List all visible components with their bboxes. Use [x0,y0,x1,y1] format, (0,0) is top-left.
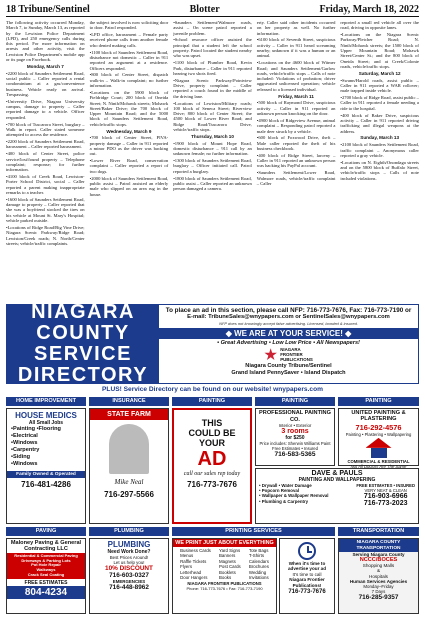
blotter-entry: •4100 block of Creek Road, Lewiston-Porter School District, social – Caller reported a parent making inappropriate remarks to a teacher. [6,174,85,195]
blotter-entry: •Swann/Harold roads, assist public – Caller in 911 reported a WAR rollover; male trapped inside vehicle. [340,77,419,94]
header-rule [6,16,419,17]
website-promo[interactable]: PLUS! Service Directory can be found on our website! wnypapers.com [102,386,323,393]
blotter-entry: •Locations on the 5900 block of Fieldridge Court; 200 block of Oneida Street; N. Ninth/Mohawk streets; Mohawk Street/Baker Drive; the 700 block of Upper Mountain Road; and the 5000 block of Saunders Settlement Road, vehicle/traffic stops. [89,89,169,127]
house-medics-phone[interactable]: 716-481-4286 [21,480,71,489]
ad-plumbing: PLUMBING Need Work Done? Best Prices Around! Let us help you! 10% DISCOUNT 716-603-0327 EMERGENCIES 716-448-8962 [89,538,169,614]
section-plumbing: PLUMBING [89,527,169,536]
directory-title: NIAGARA COUNTY SERVICE DIRECTORY [7,305,159,383]
ad-printing-services: WE PRINT JUST ABOUT EVERYTHING Business Cards Menus Raffle Tickets Flyers Letterhead Door Hangers Yard Signs Banners Magnets Post Cards Booklets Books Tote Bags T-Shirts Calendars Brochures Wedding Invitations NIAGARA FRONTIER PUBLICATIONS Phone: 716-773-7676 • Fax: 716-773-7190 [172,538,277,614]
service-tagline: • Great Advertising • Low Low Price • All Newspapers! [217,340,360,347]
blotter-entry: •2200 block of Saunders Settlement Road, harassment – Caller reported harassment. [6,139,85,150]
ad-this-could-be-your-ad: THIS COULD BE YOUR AD call our sales rep today 716-773-7676 [172,408,252,524]
agent-photo [109,424,149,474]
blotter-entry: •1100 block of Saunders Settlement Road, disturbance not domestic – Caller in 911 reported an argument at a residence. Officers responded. [89,49,169,71]
section-name: Blotter [189,3,220,15]
blotter-entry: •400 block of Center Street, police service/lost/found property – Telephone complaint; response; for further information. [6,151,85,173]
page-number-paper: 18 Tribune/Sentinel [6,3,90,15]
insurance-phone[interactable]: 716-297-5566 [104,490,154,499]
blotter-entry: •4900 block of Ridgeview Avenue, animal complaint – Responding patrol reported a male deer struck by a vehicle. [256,117,336,134]
blotter-entry: •Niagara Scenic Parkway/Pointview Drive, property complaint – Caller reported a couch found in the middle of the driving lane. [173,77,252,99]
page-header [6,3,419,15]
ad-professional-painting: PROFESSIONAL PAINTING CO. Interior • Exterior 3 rooms for $250 Price includes: Sherwin Williams Paint Free Estimates • Insured 716-583-5365 [255,408,335,466]
blotter-entry: •1900 block of Mount Hope Road, domestic disturbance – 911 call by an unknown female; no further information. [173,140,252,157]
directory-note: NFP does not knowingly accept false advertising. Licensed, bonded & insured. [219,321,358,327]
blotter-entry: •Saunders Settlement/Lower Road, Walmore roads, vehicle/traffic complaint – Caller [256,170,336,186]
publications-list: Niagara County Tribune/Sentinel Grand Island PennySaver • Island Dispatch [231,363,346,376]
section-printing: PRINTING SERVICES [172,527,335,536]
ad-when-its-time: When it's time to advertise your ad It's time to call Niagara Frontier Publications! 716-773-7676 [279,538,335,614]
blotter-entry: The following activity occurred Monday, March 7, to Sunday, March 13, as reported by the Lewiston Police Department (LPD), and 250 emergency calls during this period. For more information on arrests and other activity, visit the Lewiston Police Department's mobile app or its page on Facebook. [6,20,85,63]
blotter-entry: •400 block of Baker Drive, suspicious activity – Caller in 911 reported driving trafficking and illegal weapons at the address. [340,112,419,134]
blotter-entry: •500 block of Raymond Drive, suspicious activity – Caller in 911 reported an unknown person knocking on the door. [256,100,336,117]
house-icon [366,438,392,458]
blotter-entry: •Locations on the 4600 block of Witmer Road; and Saunders Settlement/Garlow roads, vehicle/traffic stops – Calls of note included: Violations of probation; driver aggravated unlicensed operation; vehicle released to a licensed individual. [256,60,336,92]
blotter-entry: •Locations on the Niagara Scenic Parkway/Pletcher Road; N. Ninth/Mohawk streets; the 1500 block of Upper Mountain Road; Mohawk Street/Center St.; and the 800 block of Oneida Street; and at Creek/Colonie roads, vehicle/traffic stops. [340,32,419,69]
blotter-entry: •2100 block of Saunders Settlement Road, traffic complaint – Anonymous caller reported a gray vehicle. [340,142,419,158]
blotter-entry: •2200 block of Saunders Settlement Road, social public – Caller reported a rental condominium at a gas/convenience business. Vehicle ready on arrival. Trespassing. [6,70,85,97]
directory-banner [6,301,419,386]
blotter-entry: •6100 block of Seventh Street, suspicious activity – Caller in 911 heard screaming nearby; unknown if it was a human or an animal. [256,37,336,59]
blotter-entry: erty. Caller said other incidents occurred on her property as well. No further information. [256,20,336,36]
ad-dave-pauls: DAVE & PAULS PAINTING AND WALLPAPERING • Drywall • Water Damage • Popcorn Removal • Wallpaper & Wallpaper Removal • Plumbing & Carpentry FREE ESTIMATES • INSURED VERY NEAT & CLEAN 716-903-6966 716-773-2023 [255,468,419,524]
blotter-entry: •400 block of Ridge Street, larceny – Caller in 911 reported an unknown person was hacking his PayPal account. [256,152,336,169]
ad-house-medics: HOUSE MEDICS All Small Jobs •Painting •Flooring •Electrical •Windows •Carpentry •Siding •Windows Family Owned & Operated 716-481-4286 [6,408,86,524]
blotter-col-5 [340,20,419,301]
printing-contact[interactable]: Phone: 716-773-7676 • Fax: 716-773-7190 [186,586,263,592]
blotter-entry: •LPD office, harassment – Female party received phone calls from another female who denied making calls. [89,32,169,48]
section-paving: PAVING [6,527,86,536]
transport-phone[interactable]: 716-285-9357 [358,594,399,602]
blotter-entry: •Locations on N. Eighth/Onondaga streets and on the 5800 block of Buffalo Street, vehicle/traffic stops – Calls of note included violations. [340,159,419,181]
blotter-entry: •Lower River Road, conservation complaint – Caller reported a report of two dogs. [89,158,169,174]
maloney-phone[interactable]: 804-4234 [7,586,85,599]
blotter-col-1 [6,20,85,301]
dave-phone-1[interactable]: 716-903-6966 [363,493,408,500]
blotter-entry: reported a small red vehicle all over the road, driving in opposite lanes. [340,20,419,31]
nfp-logo: NIAGARA FRONTIER PUBLICATIONS [163,347,414,362]
blotter-columns [6,20,419,301]
ad-insurance: STATE FARM Mike Neal 716-297-5566 [89,408,169,524]
blotter-entry: •Locations of Ridge Road/Big Vine Drive; Niagara Scenic Parkway/Ridge Road; Lewiston/Creek roads; N. North/Center streets; vehicle/traffic complaints. [6,224,85,246]
section-painting-3: PAINTING [338,397,419,406]
ad-maloney-paving: Maloney Paving & General Contracting LLC Residential & Commercial Paving Driveways & Parking Lots Pot Hole Repair Walkways Crack Seal Coating FREE ESTIMATES 804-4234 [6,538,86,614]
blotter-entry: •2000 block of Saunders Settlement Road, public assist – Patrol assisted an elderly male who slipped on an area rug in the house. [89,175,169,197]
blotter-entry: •700 block of Center Street, PIVA-property damage – Caller in 911 reported a minor PDO as the driver was backing out. [89,135,169,157]
blotter-entry: •700 block of Tuscarora Street, burglary – Walk in report. Caller stated someone attempted to access the residence. [6,121,85,138]
blotter-entry: Wednesday, March 9 [106,128,152,134]
issue-date: Friday, March 18, 2022 [319,3,419,15]
dave-phone-2[interactable]: 716-773-2023 [363,500,408,507]
blotter-entry: •600 block of Foxwood Drive, theft – Male caller reported the theft of his business checkbook. [256,135,336,151]
blotter-entry: Saturday, March 12 [358,70,401,76]
section-insurance: INSURANCE [89,397,169,406]
blotter-entry: Friday, March 11 [278,93,314,99]
nfp-phone[interactable]: 716-773-7676 [288,589,326,596]
service-ribbon: ◆ WE ARE AT YOUR SERVICE! ◆ [159,328,418,339]
blotter-entry: •Saunders Settlement/Walmore roads, assist – On scene patrol reported a juvenile problem. [173,20,252,36]
blotter-entry: Sunday, March 13 [360,135,400,141]
clock-icon [298,542,316,560]
blotter-entry: •School resource officer assisted the principal that a student left the school property. Patrol located the student nearby who was upset. [173,37,252,59]
ad-united-painting: UNITED PAINTING & PLASTERING 716-292-4576 Painting • Plastering • Wallpapering COMMERCIAL & RESIDENTIAL “Not All Doctors Are The Same” [338,408,419,466]
blotter-entry: •University Drive, Niagara University campus, damage to property – Caller reported damage to a vehicle. Officer responded. [6,98,85,120]
blotter-col-2 [90,20,169,301]
section-painting-2: PAINTING [255,397,335,406]
blotter-col-3 [173,20,252,301]
section-transportation: TRANSPORTATION [338,527,419,536]
plumbing-phone[interactable]: 716-603-0327 [109,572,149,579]
blotter-entry: the subject involved is now soliciting door to door. Patrol responded. [89,20,169,31]
blotter-entry: •1100 block of Plumber Road, Kevin Park, disturbance – Caller in 911 reported hearing two shots fired. [173,60,252,76]
blotter-entry: •2700 block of Ridge Road, assist public – Caller in 911 reported a female needing a ride to the hospital. [340,95,419,111]
blotter-entry: •1600 block of Saunders Settlement Road, damage to property – Caller reported that she was a boyfriend stocked the tires on his vehicle at Mount St. Mary's Hospital; vehicle parked outside. [6,196,85,224]
directory-email[interactable]: E-mail: TribuneSales@wnypapers.com or SentinelSales@wnypapers.com [187,314,390,321]
blotter-entry: •800 block of Center Street, dispatch walk-in – Walk-in complaint; no further information. [89,72,169,89]
section-painting-1: PAINTING [172,397,252,406]
directory-info [159,305,418,383]
blotter-entry: Thursday, March 10 [191,133,234,139]
blotter-entry: •Locations of Lewiston/Military roads; 100 block of Seneca Street; Riverview Drive; 800 block of Center Street; the 4500 block of Lower River Road; and Ridge Road/Tuscarora Drive, vehicle/traffic stops. [173,100,252,133]
section-home-improvement: HOME IMPROVEMENT [6,397,86,406]
ad-transportation: NIAGARA COUNTY TRANSPORTATION Serving Niagara County NCCC/BOCES Shopping Malls & Hospitals Human Services Agencies Monday–Friday 7 Days 716-285-9357 [338,538,419,614]
blotter-entry: Monday, March 7 [26,63,64,69]
blotter-entry: •1800 block of Saunders Settlement Road, public assist – Caller reported an unknown person damaged a camera. [173,175,252,192]
blotter-entry: •1300 block of Saunders Settlement Road, burglary – Officer initiated call. Patrol reported a burglary. [173,158,252,174]
prof-painting-phone[interactable]: 716-583-5365 [274,451,316,458]
directory-ad-line: To place an ad in this section, please call NFP: 716-773-7676, Fax: 716-773-7190 or [165,307,412,314]
united-phone[interactable]: 716-292-4576 [355,422,402,432]
blotter-col-4 [257,20,336,301]
star-icon [264,348,277,361]
sales-phone[interactable]: 716-773-7676 [187,480,237,489]
plumbing-phone-2[interactable]: 716-448-8962 [109,584,149,591]
